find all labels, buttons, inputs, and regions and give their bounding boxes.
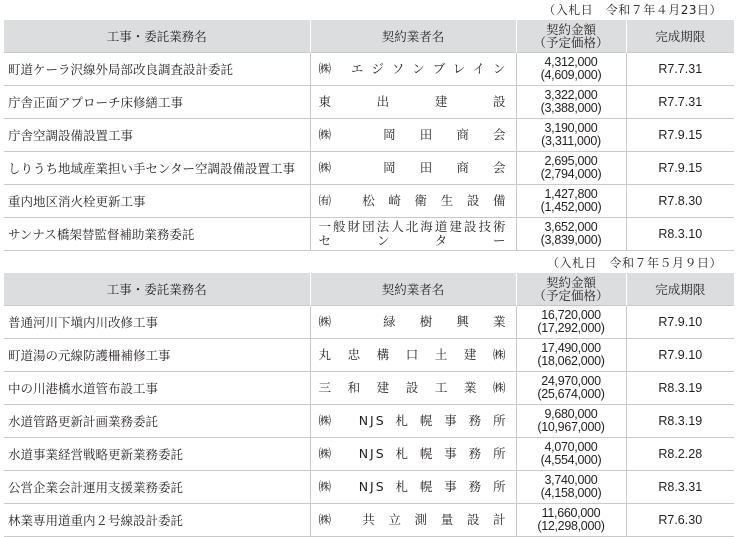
estimated-price: (17,292,000) [537, 321, 605, 335]
contract-amount: 24,970,000 [541, 374, 601, 388]
header-estimate-label: （予定価格） [533, 35, 609, 50]
table-header-row [4, 273, 734, 306]
completion-date: R8.3.31 [626, 471, 734, 504]
contract-amount: 11,660,000 [541, 506, 601, 520]
estimated-price: (10,967,000) [537, 420, 605, 434]
contract-amount: 9,680,000 [544, 407, 598, 421]
estimated-price: (2,794,000) [540, 167, 602, 181]
project-name: 町道ケーラ沢線外局部改良調査設計委託 [4, 53, 310, 86]
completion-date: R7.7.31 [626, 53, 734, 86]
table-row [4, 504, 734, 537]
table-row [4, 86, 734, 119]
contractor-name: ㈱ 岡田商会 [318, 160, 508, 175]
contractor-name: 丸忠構口土建㈱ [318, 347, 508, 362]
estimated-price: (3,839,000) [540, 233, 602, 247]
contractor-name: ㈲ 松崎衛生設備 [318, 193, 508, 208]
table-row [4, 152, 734, 185]
contractor-name: ㈱ NJS札幌事務所 [318, 413, 508, 428]
contract-amount: 3,190,000 [544, 121, 598, 135]
bid-results-table-2 [4, 273, 734, 537]
estimated-price: (4,158,000) [540, 486, 602, 500]
header-completion: 完成期限 [626, 273, 734, 306]
project-name: 水道事業経営戦略更新業務委託 [4, 438, 310, 471]
project-name: 林業専用道重内２号線設計委託 [4, 504, 310, 537]
table-row [4, 306, 734, 339]
project-name: 水道管路更新計画業務委託 [4, 405, 310, 438]
contract-amount: 16,720,000 [541, 308, 601, 322]
header-estimate-label: （予定価格） [533, 288, 609, 303]
header-amount [516, 273, 626, 306]
header-amount-label: 契約金額 [545, 275, 596, 290]
estimated-price: (1,452,000) [540, 200, 602, 214]
table-row [4, 218, 734, 251]
header-contractor: 契約業者名 [310, 20, 516, 53]
completion-date: R8.2.28 [626, 438, 734, 471]
contract-amount: 3,652,000 [544, 220, 598, 234]
header-amount-label: 契約金額 [545, 22, 596, 37]
completion-date: R7.9.10 [626, 339, 734, 372]
header-amount [516, 20, 626, 53]
completion-date: R8.3.19 [626, 372, 734, 405]
estimated-price: (18,062,000) [537, 354, 605, 368]
project-name: サンナス橋架替監督補助業務委託 [4, 218, 310, 251]
bid-date-caption-1: （入札日 令和７年４月23日） [543, 3, 722, 17]
contractor-name: 一般財団法人北海道建設技術センター [318, 219, 508, 248]
completion-date: R8.3.19 [626, 405, 734, 438]
project-name: 庁舎空調設備設置工事 [4, 119, 310, 152]
bid-date-caption-2: （入札日 令和７年５月９日） [546, 256, 722, 270]
contractor-name: ㈱ NJS札幌事務所 [318, 479, 508, 494]
estimated-price: (3,311,000) [541, 134, 601, 148]
table-row [4, 53, 734, 86]
table-row [4, 405, 734, 438]
project-name: 中の川港橋水道管布設工事 [4, 372, 310, 405]
contract-amount: 2,695,000 [544, 154, 598, 168]
project-name: 公営企業会計運用支援業務委託 [4, 471, 310, 504]
project-name: 普通河川下塡内川改修工事 [4, 306, 310, 339]
contract-amount: 1,427,800 [544, 187, 598, 201]
completion-date: R7.6.30 [626, 504, 734, 537]
project-name: 町道湯の元線防護柵補修工事 [4, 339, 310, 372]
table-row [4, 339, 734, 372]
table-row [4, 471, 734, 504]
contractor-name: ㈱ NJS札幌事務所 [318, 446, 508, 461]
project-name: しりうち地域産業担い手センター空調設備設置工事 [4, 152, 310, 185]
table-row [4, 185, 734, 218]
contract-amount: 3,322,000 [544, 88, 598, 102]
header-completion: 完成期限 [626, 20, 734, 53]
contract-amount: 17,490,000 [541, 341, 601, 355]
header-project-name: 工事・委託業務名 [4, 273, 310, 306]
header-project-name: 工事・委託業務名 [4, 20, 310, 53]
estimated-price: (25,674,000) [537, 387, 605, 401]
contractor-name: ㈱ 緑樹興業 [318, 314, 508, 329]
contract-amount: 3,740,000 [544, 473, 598, 487]
completion-date: R7.7.31 [626, 86, 734, 119]
estimated-price: (12,298,000) [537, 519, 605, 533]
table-row [4, 119, 734, 152]
contractor-name: ㈱ 共立測量設計 [318, 512, 508, 527]
project-name: 庁舎正面アプローチ床修繕工事 [4, 86, 310, 119]
contractor-name: ㈱ エジソンブレイン [318, 61, 508, 76]
contractor-name: ㈱ 岡田商会 [318, 127, 508, 142]
table-header-row [4, 20, 734, 53]
table-row [4, 438, 734, 471]
contract-amount: 4,312,000 [544, 55, 598, 69]
completion-date: R7.9.15 [626, 119, 734, 152]
project-name: 重内地区消火栓更新工事 [4, 185, 310, 218]
completion-date: R8.3.10 [626, 218, 734, 251]
contractor-name: 三和建設工業㈱ [318, 380, 508, 395]
estimated-price: (4,609,000) [540, 68, 602, 82]
completion-date: R7.8.30 [626, 185, 734, 218]
completion-date: R7.9.10 [626, 306, 734, 339]
estimated-price: (4,554,000) [540, 453, 602, 467]
contract-amount: 4,070,000 [544, 440, 598, 454]
estimated-price: (3,388,000) [540, 101, 602, 115]
bid-results-table-1 [4, 20, 734, 251]
header-contractor: 契約業者名 [310, 273, 516, 306]
contractor-name: 東出建設 [318, 94, 508, 109]
completion-date: R7.9.15 [626, 152, 734, 185]
table-row [4, 372, 734, 405]
